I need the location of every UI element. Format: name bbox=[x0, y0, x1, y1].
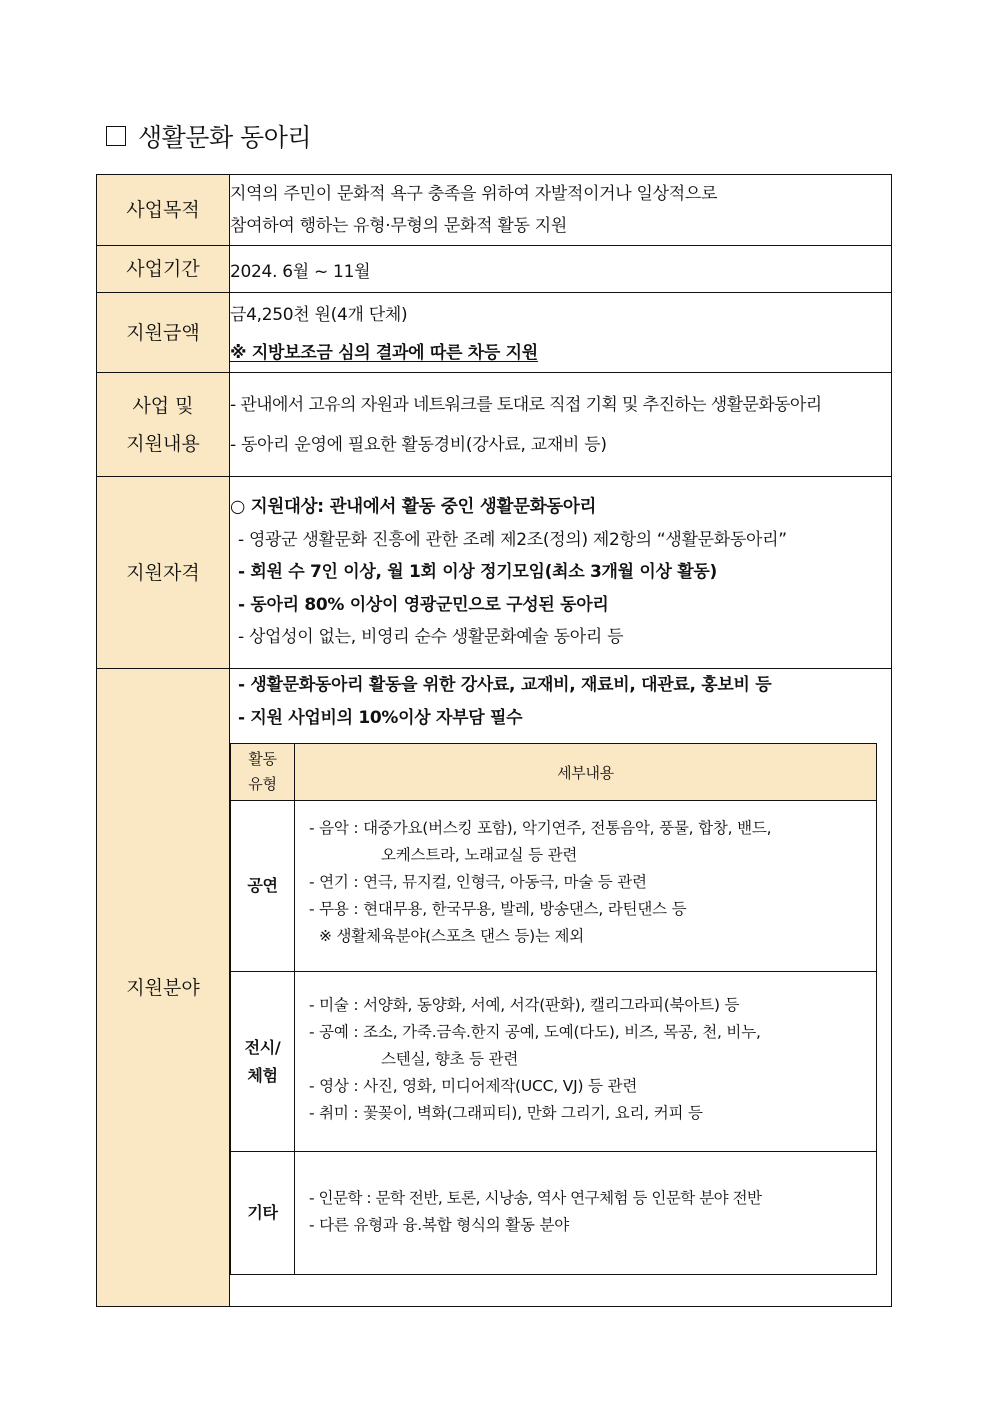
activity-row-performance bbox=[231, 801, 877, 972]
amount-note: ※ 지방보조금 심의 결과에 따른 차등 지원 bbox=[230, 342, 538, 363]
qualification-line: - 상업성이 없는, 비영리 순수 생활문화예술 동아리 등 bbox=[238, 627, 624, 648]
category-etc: 기타 bbox=[231, 1152, 295, 1275]
amount-value: 금4,250천 원(4개 단체) bbox=[230, 304, 408, 325]
support-line: - 관내에서 고유의 자원과 네트워크를 토대로 직접 기획 및 추진하는 생활문화동아리 bbox=[230, 394, 822, 415]
label-content-line2: 지원내용 bbox=[126, 432, 200, 455]
content-qualification bbox=[230, 477, 892, 669]
detail-performance bbox=[295, 801, 877, 972]
page-title-text: 생활문화 동아리 bbox=[138, 123, 311, 152]
detail-line: - 인문학 : 문학 전반, 토론, 시낭송, 역사 연구체험 등 인문학 분야 전반 bbox=[309, 1189, 762, 1207]
detail-line: - 연기 : 연극, 뮤지컬, 인형극, 아동극, 마술 등 관련 bbox=[309, 873, 647, 891]
detail-exhibition bbox=[295, 972, 877, 1152]
header-type-line1: 활동 bbox=[248, 750, 277, 768]
qualification-line: - 동아리 80% 이상이 영광군민으로 구성된 동아리 bbox=[238, 594, 609, 615]
detail-line: - 영상 : 사진, 영화, 미디어제작(UCC, VJ) 등 관련 bbox=[309, 1077, 638, 1095]
row-amount bbox=[97, 293, 892, 373]
purpose-line: 참여하여 행하는 유형·무형의 문화적 활동 지원 bbox=[230, 216, 567, 236]
row-qualification bbox=[97, 477, 892, 669]
header-detail: 세부내용 bbox=[295, 744, 877, 801]
row-field bbox=[97, 669, 892, 1307]
content-purpose bbox=[230, 175, 892, 246]
content-period bbox=[230, 246, 892, 293]
support-line: - 동아리 운영에 필요한 활동경비(강사료, 교재비 등) bbox=[230, 434, 607, 455]
qualification-line: ○ 지원대상: 관내에서 활동 중인 생활문화동아리 bbox=[230, 497, 597, 518]
category-performance: 공연 bbox=[231, 801, 295, 972]
detail-line: 스텐실, 향초 등 관련 bbox=[381, 1050, 519, 1068]
detail-line: - 음악 : 대중가요(버스킹 포함), 악기연주, 전통음악, 풍물, 합창, 밴드, bbox=[309, 819, 772, 837]
content-amount bbox=[230, 293, 892, 373]
page-title bbox=[106, 118, 311, 154]
activity-table-header bbox=[231, 744, 877, 801]
qualification-line: - 영광군 생활문화 진흥에 관한 조례 제2조(정의) 제2항의 “생활문화동아리” bbox=[238, 529, 787, 550]
detail-line: - 다른 유형과 융.복합 형식의 활동 분야 bbox=[309, 1216, 570, 1234]
field-line: - 생활문화동아리 활동을 위한 강사료, 교재비, 재료비, 대관료, 홍보비 등 bbox=[238, 675, 772, 695]
label-content bbox=[97, 373, 230, 477]
row-purpose bbox=[97, 175, 892, 246]
detail-line: - 미술 : 서양화, 동양화, 서예, 서각(판화), 캘리그라피(북아트) 등 bbox=[309, 996, 740, 1014]
category-exhibition bbox=[231, 972, 295, 1152]
content-support bbox=[230, 373, 892, 477]
field-line: - 지원 사업비의 10%이상 자부담 필수 bbox=[238, 708, 523, 728]
activity-row-etc bbox=[231, 1152, 877, 1275]
label-field: 지원분야 bbox=[97, 669, 230, 1307]
row-content bbox=[97, 373, 892, 477]
detail-etc bbox=[295, 1152, 877, 1275]
label-content-line1: 사업 및 bbox=[132, 394, 194, 417]
category-exhibition-line1: 전시/ bbox=[244, 1037, 281, 1057]
detail-line: ※ 생활체육분야(스포츠 댄스 등)는 제외 bbox=[319, 927, 584, 945]
detail-line: - 취미 : 꽃꽂이, 벽화(그래피티), 만화 그리기, 요리, 커피 등 bbox=[309, 1104, 703, 1122]
category-exhibition-line2: 체험 bbox=[247, 1065, 278, 1085]
content-field bbox=[230, 669, 892, 1307]
period-value: 2024. 6월 ~ 11월 bbox=[230, 261, 371, 282]
label-qualification: 지원자격 bbox=[97, 477, 230, 669]
activity-type-table bbox=[230, 743, 877, 1275]
detail-line: 오케스트라, 노래교실 등 관련 bbox=[381, 846, 578, 864]
header-activity-type bbox=[231, 744, 295, 801]
header-type-line2: 유형 bbox=[248, 775, 277, 793]
label-purpose: 사업목적 bbox=[97, 175, 230, 246]
qualification-line: - 회원 수 7인 이상, 월 1회 이상 정기모임(최소 3개월 이상 활동) bbox=[238, 562, 717, 583]
purpose-line: 지역의 주민이 문화적 욕구 충족을 위하여 자발적이거나 일상적으로 bbox=[230, 184, 718, 204]
activity-row-exhibition bbox=[231, 972, 877, 1152]
detail-line: - 무용 : 현대무용, 한국무용, 발레, 방송댄스, 라틴댄스 등 bbox=[309, 900, 687, 918]
program-info-table bbox=[96, 174, 892, 1307]
detail-line: - 공예 : 조소, 가죽.금속.한지 공예, 도예(다도), 비즈, 목공, 천, 비누, bbox=[309, 1023, 761, 1041]
label-period: 사업기간 bbox=[97, 246, 230, 293]
label-amount: 지원금액 bbox=[97, 293, 230, 373]
row-period bbox=[97, 246, 892, 293]
checkbox-square-icon bbox=[106, 126, 126, 146]
